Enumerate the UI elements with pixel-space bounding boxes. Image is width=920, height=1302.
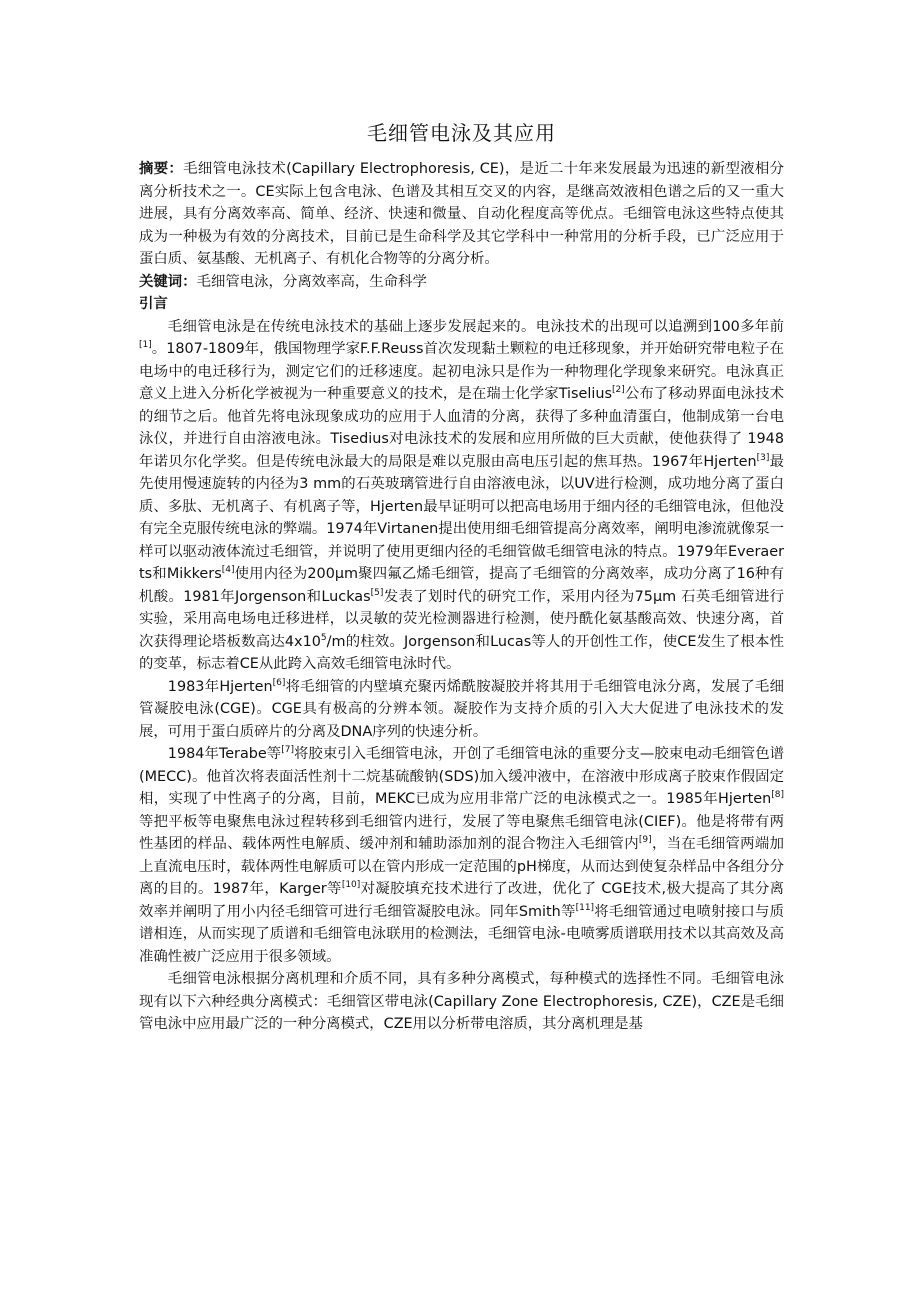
abstract-label: 摘要： <box>139 161 184 177</box>
citation-ref[interactable]: [2] <box>612 385 625 396</box>
paragraph-text: 毛细管电泳根据分离机理和介质不同，具有多种分离模式，每种模式的选择性不同。毛细管电泳现有以下六种经典分离模式：毛细管区带电泳(Capillary Zone Electrophoresis, CZE)，CZE是毛细管电泳中应用最广泛的一种分离模式，CZE用以分析带电溶质，其分离机理是基 <box>139 971 784 1032</box>
paragraph-text: 对凝胶填充技术进行了改进，优化了 CGE技术,极大提高了其分离效率并阐明了用小内径毛细管可进行毛细管凝胶电泳。同年Smith等 <box>139 881 784 920</box>
page-title: 毛细管电泳及其应用 <box>367 121 556 145</box>
paragraph-text: 等把平板等电聚焦电泳过程转移到毛细管内进行，发展了等电聚焦毛细管电泳(CIEF)。他是将带有两性基团的样品、载体两性电解质、缓冲剂和辅助添加剂的混合物注入毛细管内 <box>139 813 784 852</box>
paragraph-text: 最先使用慢速旋转的内径为3 mm的石英玻璃管进行自由溶液电泳，以UV进行检测，成功地分离了蛋白质、多肽、无机离子、有机离子等，Hjerten最早证明可以把高电场用于细内径的毛细管电泳，但他没有完全克服传统电泳的弊端。1974年Virtanen提出使用细毛细管提高分离效率，阐明电渗流就像泵一样可以驱动液体流过毛细管，并说明了使用更细内径的毛细管做毛细管电泳的特点。1979年Everaerts和Mikkers <box>139 453 784 582</box>
exponent: 5 <box>320 632 327 643</box>
intro-heading: 引言 <box>139 296 168 312</box>
citation-ref[interactable]: [11] <box>575 902 595 913</box>
citation-ref[interactable]: [3] <box>756 452 770 463</box>
citation-ref[interactable]: [8] <box>771 790 784 801</box>
citation-ref[interactable]: [6] <box>272 677 286 688</box>
intro-paragraph-2 <box>139 676 784 744</box>
keywords-label: 关键词： <box>139 273 197 290</box>
paragraph-text: 。1807-1809年，俄国物理学家F.F.Reuss首次发现黏土颗粒的电迁移现象，并开始研究带电粒子在电场中的电迁移行为，测定它们的迁移速度。起初电泳只是作为一种物理化学现象来研究。电泳真正意义上进入分析化学被视为一种重要意义的技术，是在瑞士化学家Tiselius <box>139 341 784 402</box>
intro-paragraph-3 <box>139 743 784 968</box>
paragraph-text: 将毛细管通过电喷射接口与质谱相连，从而实现了质谱和毛细管电泳联用的检测法，毛细管电泳-电喷雾质谱联用技术以其高效及高准确性被广泛应用于很多领域。 <box>139 903 784 965</box>
paragraph-text: 1984年Terabe等 <box>167 746 282 762</box>
keywords-text: 毛细管电泳，分离效率高，生命科学 <box>196 273 427 290</box>
paragraph-text: 毛细管电泳是在传统电泳技术的基础上逐步发展起来的。电泳技术的出现可以追溯到100多年前 <box>167 318 784 335</box>
citation-ref[interactable]: [10] <box>341 880 361 891</box>
paragraph-text: /m的柱效。Jorgenson和Lucas等人的开创性工作，使CE发生了根本性的变革，标志着CE从此跨入高效毛细管电泳时代。 <box>139 633 784 672</box>
citation-ref[interactable]: [5] <box>370 587 384 598</box>
abstract-paragraph <box>139 158 784 271</box>
paragraph-text: 将胶束引入毛细管电泳，开创了毛细管电泳的重要分支—胶束电动毛细管色谱(MECC)。他首次将表面活性剂十二烷基硫酸钠(SDS)加入缓冲液中，在溶液中形成离子胶束作假固定相，实现了中性离子的分离，目前，MEKC已成为应用非常广泛的电泳模式之一。1985年Hjerten <box>139 746 784 807</box>
intro-paragraph-1 <box>139 316 784 676</box>
paragraph-text: 公布了移动界面电泳技术的细节之后。他首先将电泳现象成功的应用于人血清的分离，获得了多种血清蛋白，他制成第一台电泳仪，并进行自由溶液电泳。Tisedius对电泳技术的发展和应用所做的巨大贡献，使他获得了 1948年诺贝尔化学奖。但是传统电泳最大的局限是难以克服由高电压引起的焦耳热。1967年Hjerten <box>139 386 784 470</box>
keywords-paragraph <box>139 271 784 294</box>
paragraph-text: 使用内径为200μm聚四氟乙烯毛细管，提高了毛细管的分离效率，成功分离了16种有机酸。1981年Jorgenson和Luckas <box>139 566 784 605</box>
intro-paragraph-4 <box>139 968 784 1036</box>
citation-ref[interactable]: [4] <box>221 565 235 576</box>
citation-ref[interactable]: [9] <box>638 835 652 846</box>
paragraph-text: 1983年Hjerten <box>167 678 273 695</box>
paragraph-text: 发表了划时代的研究工作，采用内径为75μm 石英毛细管进行实验，采用高电场电迁移进样，以灵敏的荧光检测器进行检测，使丹酰化氨基酸高效、快速分离，首次获得理论塔板数高达4x10 <box>139 588 785 650</box>
paragraph-text: ，当在毛细管两端加上直流电压时，载体两性电解质可以在管内形成一定范围的pH梯度，从而达到使复杂样品中各组分分离的目的。1987年，Karger等 <box>139 836 784 897</box>
citation-ref[interactable]: [7] <box>281 745 294 756</box>
paragraph-text: 将毛细管的内壁填充聚丙烯酰胺凝胶并将其用于毛细管电泳分离，发展了毛细管凝胶电泳(CGE)。CGE具有极高的分辨本领。凝胶作为支持介质的引入大大促进了电泳技术的发展，可用于蛋白质碎片的分离及DNA序列的快速分析。 <box>139 678 784 740</box>
abstract-text: 毛细管电泳技术(Capillary Electrophoresis, CE)，是近二十年来发展最为迅速的新型液相分离分析技术之一。CE实际上包含电泳、色谱及其相互交叉的内容，是继高效液相色谱之后的又一重大进展，具有分离效率高、简单、经济、快速和微量、自动化程度高等优点。毛细管电泳这些特点使其成为一种极为有效的分离技术，目前已是生命科学及其它学科中一种常用的分析手段，已广泛应用于蛋白质、氨基酸、无机离子、有机化合物等的分离分析。 <box>139 161 784 267</box>
citation-ref[interactable]: [1] <box>139 340 152 351</box>
